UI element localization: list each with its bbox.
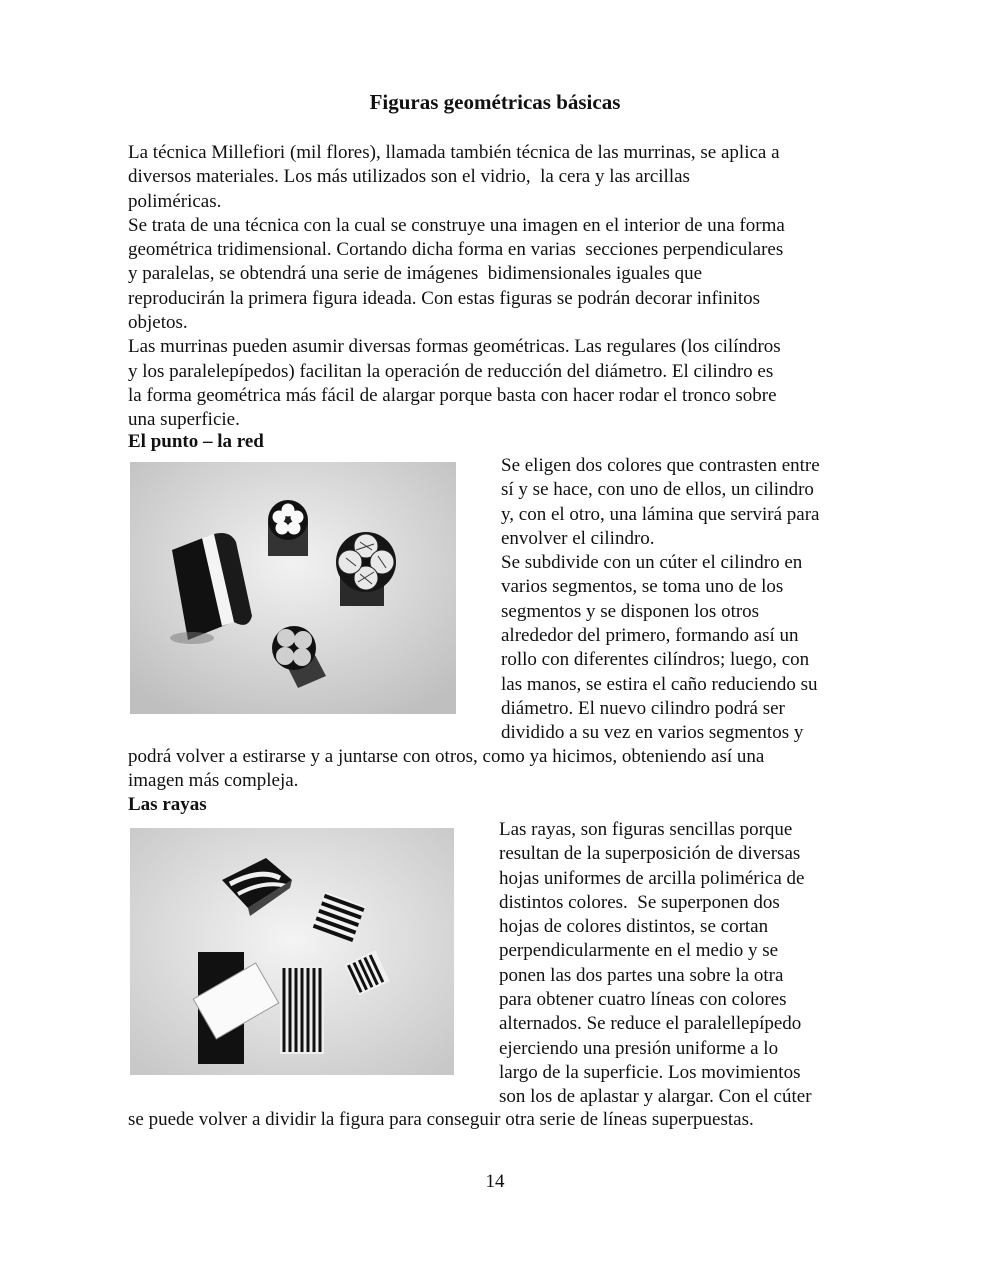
text-line: podrá volver a estirarse y a juntarse con otros, como ya hicimos, obteniendo así una [128, 746, 765, 767]
text-line: resultan de la superposición de diversas [499, 843, 801, 865]
section2-side-text [499, 818, 879, 1110]
photo-illustration [130, 462, 456, 714]
photo-striped-clay [130, 828, 454, 1075]
text-line: dividido a su vez en varios segmentos y [501, 722, 804, 744]
text-line: segmentos y se disponen los otros [501, 600, 760, 622]
text-line: hojas de colores distintos, se cortan [499, 916, 769, 938]
striped-sheet [280, 966, 324, 1054]
text-line: hojas uniformes de arcilla polimérica de [499, 867, 805, 889]
text-line: varios segmentos, se toma uno de los [501, 576, 784, 598]
text-line: imagen más compleja. [128, 770, 299, 792]
text-line: La técnica Millefiori (mil flores), llamada también técnica de las murrinas, se aplica a [128, 142, 780, 163]
text-line: Se eligen dos colores que contrasten entre [501, 455, 820, 476]
text-line: objetos. [128, 312, 188, 334]
section-heading-punto-red: El punto – la red [128, 431, 264, 452]
text-line: Las murrinas pueden asumir diversas formas geométricas. Las regulares (los cilíndros [128, 336, 781, 358]
text-line: alrededor del primero, formando así un [501, 625, 799, 647]
text-line: distintos colores. Se superponen dos [499, 891, 780, 913]
flower-cane-small [268, 500, 308, 556]
text-line: poliméricas. [128, 190, 222, 212]
text-line: Las rayas, son figuras sencillas porque [499, 819, 793, 840]
text-line: la forma geométrica más fácil de alargar porque basta con hacer rodar el tronco sobre [128, 384, 777, 406]
photo-illustration [130, 828, 454, 1075]
text-line: envolver el cilindro. [501, 527, 655, 549]
section1-continuation [128, 745, 864, 794]
photo-millefiori-canes [130, 462, 456, 714]
text-line: perpendicularmente en el medio y se [499, 940, 779, 962]
intro-paragraph [128, 141, 864, 433]
text-line: alternados. Se reduce el paralellepípedo [499, 1013, 802, 1035]
text-line: Se subdivide con un cúter el cilindro en [501, 552, 803, 574]
text-line: rollo con diferentes cilíndros; luego, con [501, 649, 810, 671]
text-line: y los paralelepípedos) facilitan la operación de reducción del diámetro. El cilindro es [128, 360, 774, 382]
text-line: son los de aplastar y alargar. Con el cúter [499, 1086, 812, 1108]
page-number: 14 [485, 1171, 505, 1192]
text-line: largo de la superficie. Los movimientos [499, 1061, 801, 1083]
text-line: ponen las dos partes una sobre la otra [499, 964, 784, 986]
text-line: se puede volver a dividir la figura para conseguir otra serie de líneas superpuestas. [128, 1109, 754, 1130]
text-line: y paralelas, se obtendrá una serie de imágenes bidimensionales iguales que [128, 263, 703, 285]
section-heading-rayas: Las rayas [128, 794, 207, 815]
text-line: geométrica tridimensional. Cortando dicha forma en varias secciones perpendiculares [128, 239, 784, 261]
text-line: sí y se hace, con uno de ellos, un cilindro [501, 479, 814, 501]
text-line: y, con el otro, una lámina que servirá para [501, 503, 820, 525]
text-line: ejerciendo una presión uniforme a lo [499, 1037, 779, 1059]
text-line: Se trata de una técnica con la cual se construye una imagen en el interior de una forma [128, 214, 785, 236]
text-line: diámetro. El nuevo cilindro podrá ser [501, 697, 785, 719]
text-line: reproducirán la primera figura ideada. Con estas figuras se podrán decorar infinitos [128, 287, 761, 309]
text-line: una superficie. [128, 409, 240, 431]
text-line: las manos, se estira el caño reduciendo su [501, 673, 818, 695]
section1-side-text [501, 454, 881, 746]
text-line: diversos materiales. Los más utilizados son el vidrio, la cera y las arcillas [128, 166, 690, 188]
section2-continuation [128, 1108, 864, 1132]
page-title: Figuras geométricas básicas [369, 90, 621, 114]
text-line: para obtener cuatro líneas con colores [499, 989, 787, 1011]
